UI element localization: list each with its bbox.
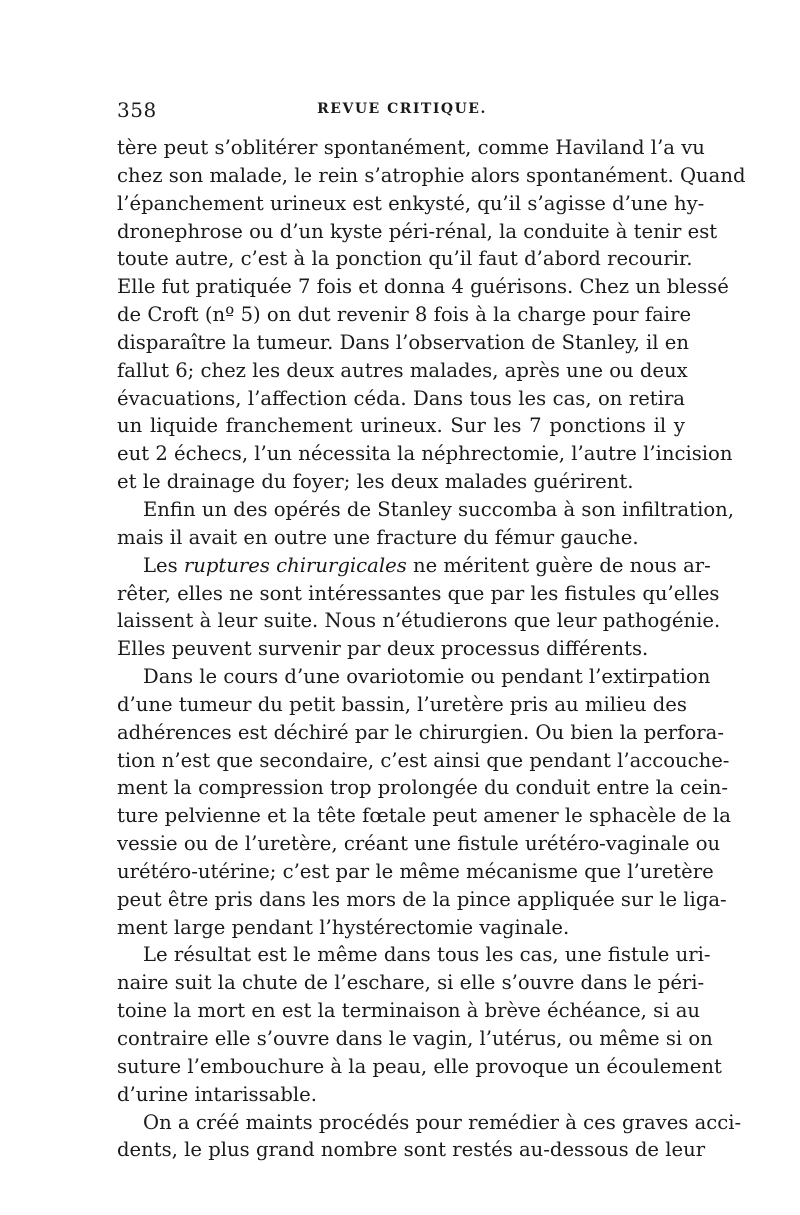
text-line: urétéro-utérine; c’est par le même mécanisme que l’uretère: [117, 859, 714, 883]
text-line: On a créé maints procédés pour remédier à ces graves acci-: [143, 1110, 742, 1134]
text-line: disparaître la tumeur. Dans l’observation de Stanley, il en: [117, 330, 690, 354]
running-title: REVUE CRITIQUE.: [317, 101, 487, 117]
text-line: ture pelvienne et la tête fœtale peut amener le sphacèle de la: [117, 804, 731, 828]
text-line: de Croft (nº 5) on dut revenir 8 fois à la charge pour faire: [117, 303, 692, 327]
text-line: rêter, elles ne sont intéressantes que par les fistules qu’elles: [117, 581, 720, 605]
text-line: évacuations, l’affection céda. Dans tous les cas, on retira: [117, 386, 685, 410]
text-segment: Les: [143, 553, 184, 577]
text-line: adhérences est déchiré par le chirurgien. Ou bien la perfora-: [117, 720, 724, 744]
text-line: Enfin un des opérés de Stanley succomba à son infiltration,: [143, 497, 735, 521]
text-line: Le résultat est le même dans tous les cas, une fistule uri-: [143, 943, 711, 967]
text-line: chez son malade, le rein s’atrophie alors spontanément. Quand: [117, 163, 746, 187]
text-line: d’urine intarissable.: [117, 1082, 317, 1106]
text-line: tère peut s’oblitérer spontanément, comme Haviland l’a vu: [117, 136, 705, 159]
running-head: [117, 98, 687, 122]
text-line: vessie ou de l’uretère, créant une fistule urétéro-vaginale ou: [117, 832, 721, 856]
text-line: peut être pris dans les mors de la pince appliquée sur le liga-: [117, 887, 727, 911]
text-line: toute autre, c’est à la ponction qu’il faut d’abord recourir.: [117, 247, 693, 271]
page-number: 358: [117, 98, 157, 122]
text-segment: ne méritent guère de nous ar-: [406, 553, 711, 577]
text-line: et le drainage du foyer; les deux malades guérirent.: [117, 470, 634, 494]
text-line: tion n’est que secondaire, c’est ainsi que pendant l’accouche-: [117, 748, 730, 772]
body-text: [117, 134, 746, 1164]
text-line: d’une tumeur du petit bassin, l’uretère pris au milieu des: [117, 692, 687, 716]
text-line: Elle fut pratiquée 7 fois et donna 4 guérisons. Chez un blessé: [117, 275, 729, 299]
text-line: contraire elle s’ouvre dans le vagin, l’utérus, ou même si on: [117, 1027, 713, 1050]
text-line: fallut 6; chez les deux autres malades, après une ou deux: [117, 358, 688, 382]
text-line: Elles peuvent survenir par deux processus différents.: [117, 637, 649, 661]
text-line: suture l’embouchure à la peau, elle provoque un écoulement: [117, 1054, 722, 1078]
text-line-with-italic: [117, 552, 711, 580]
text-line: toine la mort en est la terminaison à brève échéance, si au: [117, 999, 700, 1023]
italic-term: ruptures chirurgicales: [183, 553, 407, 577]
text-line: ment la compression trop prolongée du conduit entre la cein-: [117, 776, 728, 800]
text-line: un liquide franchement urineux. Sur les 7 ponctions il y: [117, 414, 685, 438]
text-line: eut 2 échecs, l’un nécessita la néphrectomie, l’autre l’incision: [117, 442, 733, 466]
text-line: ment large pendant l’hystérectomie vaginale.: [117, 915, 570, 939]
text-line: l’épanchement urineux est enkysté, qu’il s’agisse d’une hy-: [117, 191, 705, 215]
text-line: Dans le cours d’une ovariotomie ou pendant l’extirpation: [143, 665, 711, 689]
text-line: dronephrose ou d’un kyste péri-rénal, la conduite à tenir est: [117, 219, 718, 243]
text-line: laissent à leur suite. Nous n’étudierons que leur pathogénie.: [117, 609, 721, 633]
text-line: naire suit la chute de l’eschare, si elle s’ouvre dans le péri-: [117, 971, 705, 995]
text-line: dents, le plus grand nombre sont restés au-dessous de leur: [117, 1138, 706, 1162]
text-line: mais il avait en outre une fracture du fémur gauche.: [117, 525, 639, 549]
